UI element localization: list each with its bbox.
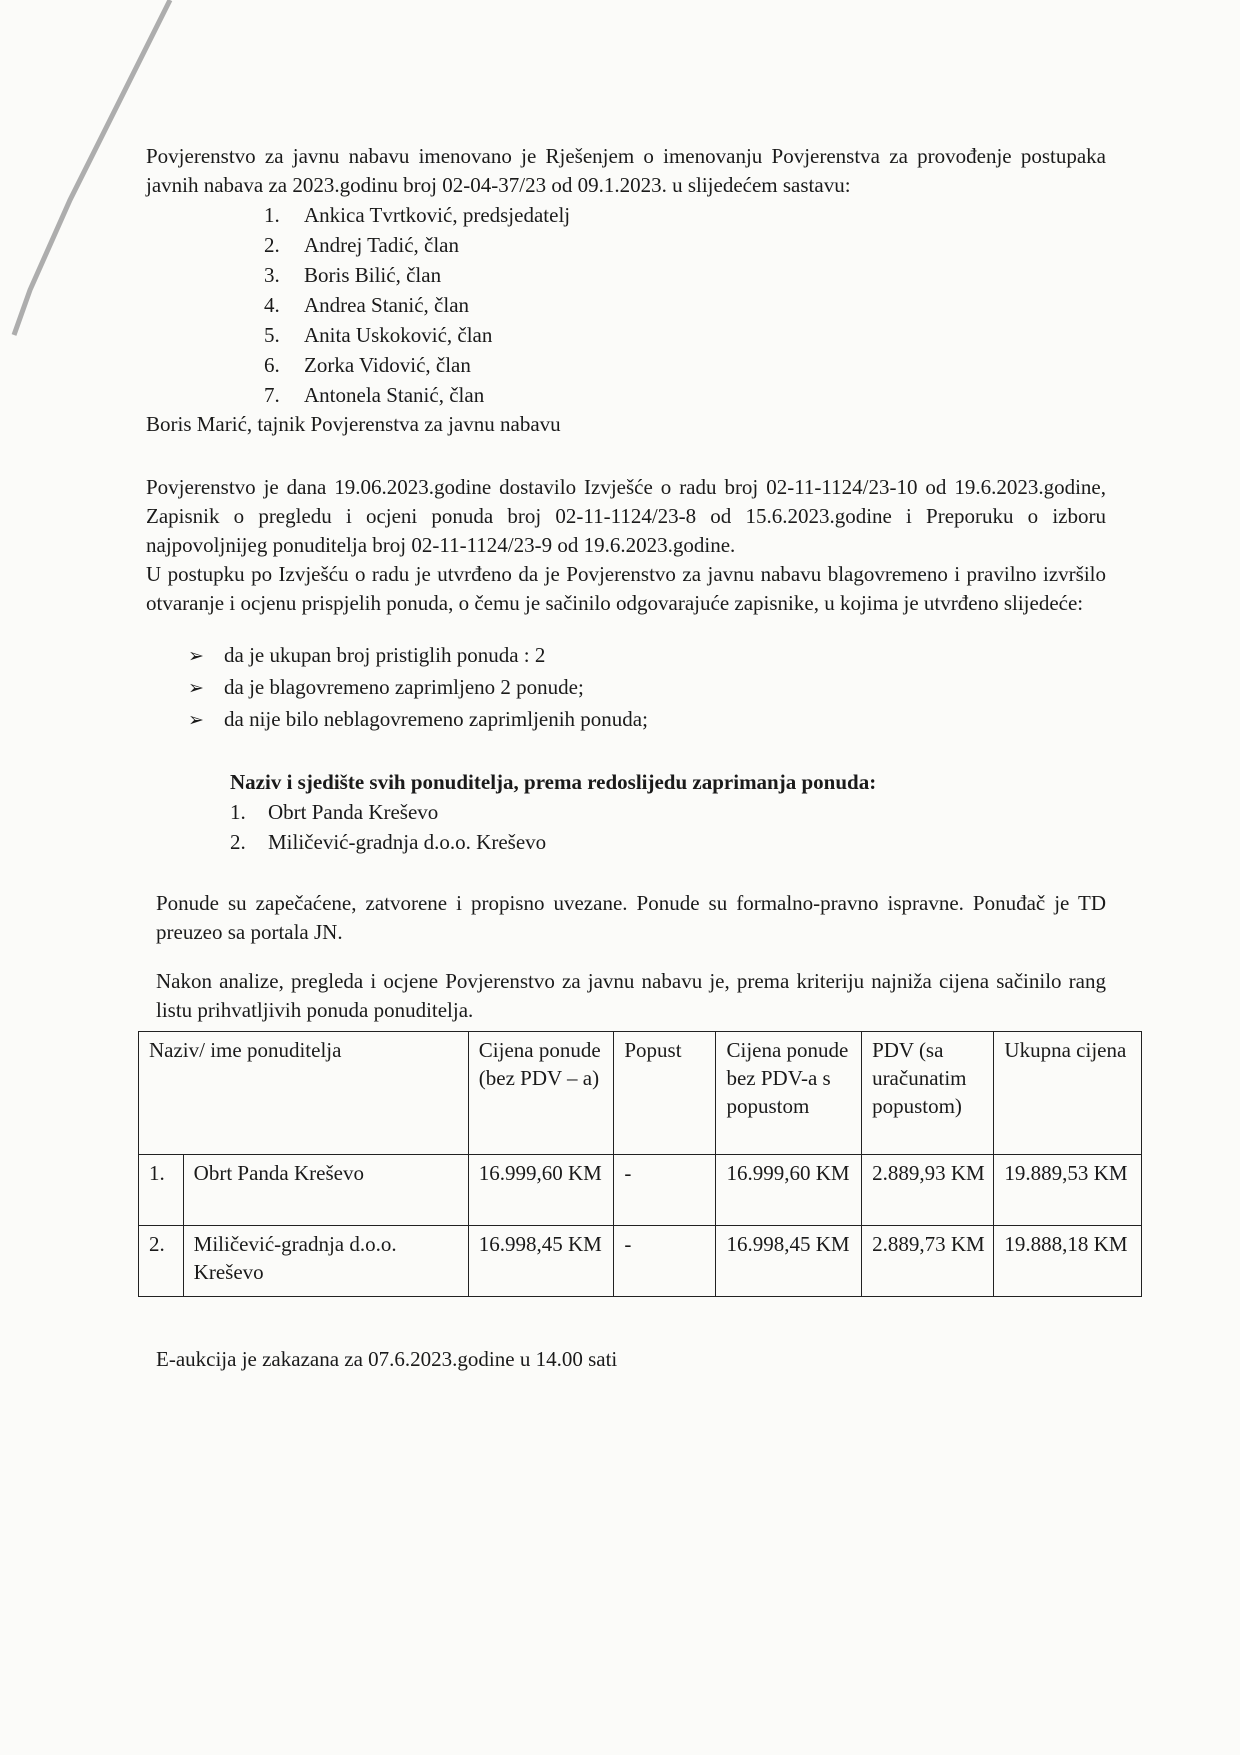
bidders-heading: Naziv i sjedište svih ponuditelja, prema redoslijedu zaprimanja ponuda: bbox=[230, 770, 877, 794]
cell-discount: - bbox=[614, 1226, 716, 1297]
cell-price-discount: 16.998,45 KM bbox=[716, 1226, 862, 1297]
header-name: Naziv/ ime ponuditelja bbox=[139, 1032, 469, 1155]
list-item: 4. Andrea Stanić, član bbox=[264, 293, 470, 317]
cell-discount: - bbox=[614, 1155, 716, 1226]
cell-name: Obrt Panda Kreševo bbox=[183, 1155, 468, 1226]
secretary-line: Boris Marić, tajnik Povjerenstva za javnu nabavu bbox=[146, 412, 561, 436]
findings-list bbox=[146, 640, 1106, 736]
arrow-bullet-icon: ➢ bbox=[188, 709, 204, 731]
document-page bbox=[146, 142, 1128, 1374]
cell-total: 19.888,18 KM bbox=[994, 1226, 1142, 1297]
list-item: 6. Zorka Vidović, član bbox=[264, 353, 471, 377]
intro-paragraph: Povjerenstvo za javnu nabavu imenovano je Rješenjem o imenovanju Povjerenstva za provođenje postupaka javnih nabava za 2023.godinu broj 02-04-37/23 od 09.1.2023. u slijedećem sastavu: bbox=[146, 144, 1106, 197]
header-total: Ukupna cijena bbox=[994, 1032, 1142, 1155]
cell-price-discount: 16.999,60 KM bbox=[716, 1155, 862, 1226]
offers-table bbox=[138, 1031, 1142, 1297]
header-price: Cijena ponude (bez PDV – a) bbox=[468, 1032, 614, 1155]
cell-name: Miličević-gradnja d.o.o. Kreševo bbox=[183, 1226, 468, 1297]
sealed-paragraph: Ponude su zapečaćene, zatvorene i propisno uvezane. Ponude su formalno-pravno ispravne. Ponuđač je TD preuzeo sa portala JN. bbox=[156, 891, 1106, 944]
table-row bbox=[139, 1155, 1142, 1226]
cell-price: 16.999,60 KM bbox=[468, 1155, 614, 1226]
header-pdv: PDV (sa uračunatim popustom) bbox=[862, 1032, 994, 1155]
cell-idx: 1. bbox=[139, 1155, 184, 1226]
cell-total: 19.889,53 KM bbox=[994, 1155, 1142, 1226]
list-item: ➢ da je blagovremeno zaprimljeno 2 ponude; bbox=[188, 672, 1106, 704]
cell-idx: 2. bbox=[139, 1226, 184, 1297]
list-item: 2. Miličević-gradnja d.o.o. Kreševo bbox=[230, 830, 547, 854]
report-paragraph: Povjerenstvo je dana 19.06.2023.godine dostavilo Izvješće o radu broj 02-11-1124/23-10 od 19.6.2023.godine, Zapisnik o pregledu i ocjeni ponuda broj 02-11-1124/23-8 od 15.6.2023.godine i Preporuku o izboru najpovoljnijeg ponuditelja broj 02-11-1124/23-9 od 19.6.2023.godine. bbox=[146, 475, 1106, 557]
procedure-paragraph: U postupku po Izvješću o radu je utvrđeno da je Povjerenstvo za javnu nabavu blagovremeno i pravilno izvršilo otvaranje i ocjenu prispjelih ponuda, o čemu je sačinilo odgovarajuće zapisnike, u kojima je utvrđeno slijedeće: bbox=[146, 562, 1106, 615]
bidders-list bbox=[230, 797, 1106, 857]
cell-price: 16.998,45 KM bbox=[468, 1226, 614, 1297]
arrow-bullet-icon: ➢ bbox=[188, 677, 204, 699]
table-header-row bbox=[139, 1032, 1142, 1155]
list-item: ➢ da nije bilo neblagovremeno zaprimljenih ponuda; bbox=[188, 704, 1106, 736]
list-item: 5. Anita Uskoković, član bbox=[264, 323, 493, 347]
arrow-bullet-icon: ➢ bbox=[188, 645, 204, 667]
list-item: 2. Andrej Tadić, član bbox=[264, 233, 459, 257]
cell-pdv: 2.889,93 KM bbox=[862, 1155, 994, 1226]
eauction-line: E-aukcija je zakazana za 07.6.2023.godine u 14.00 sati bbox=[156, 1347, 618, 1371]
header-discount: Popust bbox=[614, 1032, 716, 1155]
list-item: 3. Boris Bilić, član bbox=[264, 263, 442, 287]
cell-pdv: 2.889,73 KM bbox=[862, 1226, 994, 1297]
list-item: 1. Obrt Panda Kreševo bbox=[230, 800, 439, 824]
committee-members-list bbox=[146, 200, 1106, 410]
list-item: 7. Antonela Stanić, član bbox=[264, 383, 485, 407]
bidders-section bbox=[230, 768, 1106, 857]
table-row bbox=[139, 1226, 1142, 1297]
header-price-discount: Cijena ponude bez PDV-a s popustom bbox=[716, 1032, 862, 1155]
analysis-paragraph: Nakon analize, pregleda i ocjene Povjerenstvo za javnu nabavu je, prema kriteriju najniža cijena sačinilo rang listu prihvatljivih ponuda ponuditelja. bbox=[156, 969, 1106, 1022]
list-item: ➢ da je ukupan broj pristiglih ponuda : 2 bbox=[188, 640, 1106, 672]
list-item: 1. Ankica Tvrtković, predsjedatelj bbox=[264, 203, 571, 227]
